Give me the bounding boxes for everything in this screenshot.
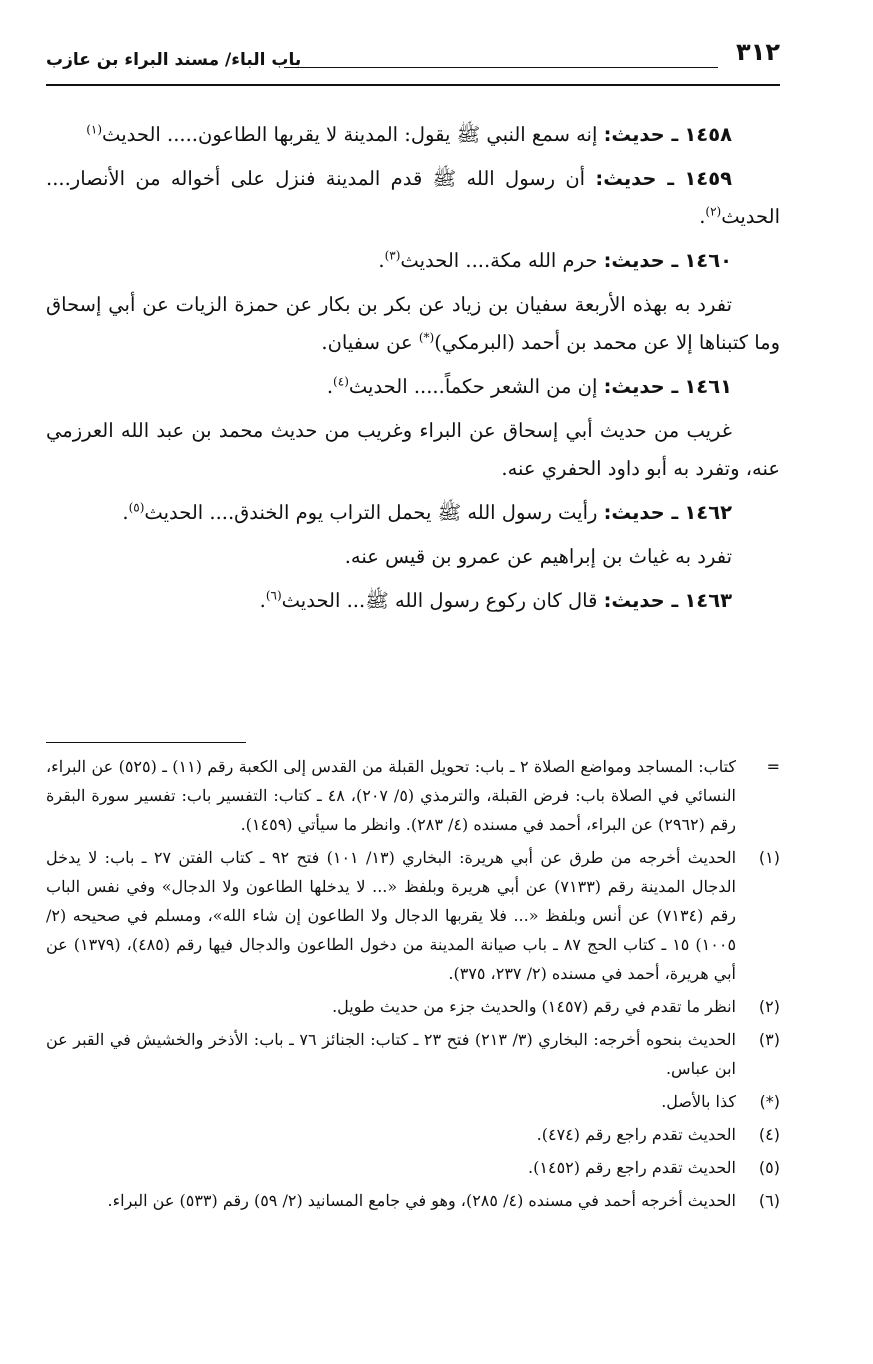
footnote-text: الحديث تقدم راجع رقم (١٤٥٢).	[528, 1158, 736, 1177]
hadith-dash: ـ	[664, 249, 679, 272]
book-page	[46, 36, 780, 1210]
hadith-1461	[46, 368, 780, 406]
footnote-continued	[46, 752, 780, 839]
footnote-ref[interactable]: (٥)	[128, 500, 145, 515]
hadith-label: حديث	[611, 375, 665, 398]
hadith-colon: :	[603, 249, 612, 272]
hadith-dash: ـ	[664, 501, 679, 524]
hadith-dash: ـ	[664, 123, 679, 146]
footnote-text: الحديث تقدم راجع رقم (٤٧٤).	[536, 1125, 736, 1144]
commentary-1462	[46, 538, 780, 576]
footnote-mark: (٦)	[758, 1191, 780, 1210]
hadith-text: قال كان ركوع رسول الله ﷺ... الحديث	[281, 589, 598, 612]
commentary-text-end: عن سفيان.	[321, 331, 419, 354]
hadith-label: حديث	[611, 589, 665, 612]
hadith-end: .	[326, 375, 334, 398]
hadith-text: رأيت رسول الله ﷺ يحمل التراب يوم الخندق.... الحديث	[144, 501, 598, 524]
hadith-colon: :	[603, 375, 612, 398]
hadith-end: .	[378, 249, 385, 272]
footnote-6	[46, 1186, 780, 1215]
footnote-ref[interactable]: (٢)	[705, 204, 722, 219]
hadith-number: ١٤٥٩	[684, 167, 732, 190]
header-dash	[284, 67, 718, 68]
footnote-ref[interactable]: (٤)	[333, 374, 349, 389]
footnote-text: انظر ما تقدم في رقم (١٤٥٧) والحديث جزء من حديث طويل.	[332, 997, 736, 1016]
hadith-colon: :	[595, 167, 604, 190]
footnote-ref[interactable]: (٣)	[384, 248, 401, 263]
footnote-mark: (*)	[759, 1092, 780, 1111]
hadith-number: ١٤٦١	[684, 375, 732, 398]
hadith-end: .	[122, 501, 129, 524]
footnotes	[46, 752, 780, 1219]
hadith-label: حديث	[603, 167, 657, 190]
commentary-text: تفرد به بهذه الأربعة سفيان بن زياد عن بكر بن بكار عن حمزة الزيات عن أبي إسحاق وما كتبناها إلا عن محمد بن أحمد (البرمكي)	[46, 293, 780, 354]
hadith-1463	[46, 582, 780, 620]
hadith-text: إنه سمع النبي ﷺ يقول: المدينة لا يقربها الطاعون..... الحديث	[102, 123, 598, 146]
footnote-text: الحديث أخرجه من طرق عن أبي هريرة: البخاري (١٣/ ١٠١) فتح ٩٢ ـ كتاب الفتن ٢٧ ـ باب: لا يدخل الدجال المدينة رقم (٧١٣٣) عن أبي هريرة وبلفظ «... لا يدخلها الطاعون ولا الدجال» وفي نفس الباب رقم (٧١٣٤) عن أنس وبلفظ «... فلا يقربها الدجال ولا الطاعون إن شاء الله»، ومسلم في صحيحه (٢/ ١٠٠٥) ١٥ ـ كتاب الحج ٨٧ ـ باب صيانة المدينة من دخول الطاعون والدجال فيها رقم (٤٨٥)، (١٣٧٩) عن أبي هريرة، أحمد في مسنده (٢/ ٢٣٧، ٣٧٥).	[46, 848, 737, 983]
hadith-end: .	[259, 589, 266, 612]
hadith-label: حديث	[611, 123, 665, 146]
hadith-1458	[46, 116, 780, 154]
hadith-colon: :	[603, 501, 612, 524]
footnote-text: كذا بالأصل.	[661, 1092, 736, 1111]
hadith-end: .	[699, 205, 706, 228]
footnote-mark: (٥)	[758, 1158, 780, 1177]
hadith-dash: ـ	[656, 167, 675, 190]
footnote-text: الحديث بنحوه أخرجه: البخاري (٣/ ٢١٣) فتح ٢٣ ـ كتاب: الجنائز ٧٦ ـ باب: الأذخر والخشيش في القبر عن ابن عباس.	[46, 1030, 737, 1078]
hadith-1460	[46, 242, 780, 280]
footnote-5	[46, 1153, 780, 1182]
hadith-number: ١٤٦٢	[684, 501, 732, 524]
hadith-text: أن رسول الله ﷺ قدم المدينة فنزل على أخواله من الأنصار.... الحديث	[46, 167, 780, 228]
commentary-1460	[46, 286, 780, 362]
page-number: ٣١٢	[736, 38, 780, 66]
hadith-number: ١٤٦٠	[684, 249, 732, 272]
footnote-ref[interactable]: (*)	[418, 330, 435, 345]
footnote-ref[interactable]: (٦)	[265, 588, 282, 603]
footnote-1	[46, 843, 780, 988]
footnote-mark: (٢)	[758, 997, 780, 1016]
hadith-1459	[46, 160, 780, 236]
footnote-3	[46, 1025, 780, 1083]
footnote-mark: (٣)	[758, 1030, 780, 1049]
main-text	[46, 116, 780, 626]
running-title: باب الباء/ مسند البراء بن عازب	[46, 50, 302, 70]
hadith-number: ١٤٦٣	[684, 589, 732, 612]
hadith-colon: :	[603, 589, 612, 612]
footnote-star	[46, 1087, 780, 1116]
header-rule	[46, 84, 780, 86]
hadith-1462	[46, 494, 780, 532]
hadith-dash: ـ	[664, 589, 679, 612]
hadith-dash: ـ	[664, 375, 679, 398]
footnote-4	[46, 1120, 780, 1149]
commentary-1461	[46, 412, 780, 488]
footnote-ref[interactable]: (١)	[86, 122, 103, 137]
footnote-mark: =	[766, 757, 780, 776]
hadith-number: ١٤٥٨	[684, 123, 732, 146]
footnote-mark: (١)	[758, 848, 780, 867]
hadith-text: حرم الله مكة.... الحديث	[400, 249, 598, 272]
commentary-text: غريب من حديث أبي إسحاق عن البراء وغريب من حديث محمد بن عبد الله العرزمي عنه، وتفرد به أبو داود الحفري عنه.	[46, 419, 780, 480]
hadith-label: حديث	[611, 501, 665, 524]
hadith-label: حديث	[611, 249, 665, 272]
footnote-separator	[46, 742, 246, 743]
commentary-text: تفرد به غياث بن إبراهيم عن عمرو بن قيس عنه.	[344, 545, 732, 568]
hadith-text: إن من الشعر حكماً..... الحديث	[348, 375, 598, 398]
footnote-mark: (٤)	[758, 1125, 780, 1144]
footnote-2	[46, 992, 780, 1021]
footnote-text: الحديث أخرجه أحمد في مسنده (٤/ ٢٨٥)، وهو في جامع المسانيد (٢/ ٥٩) رقم (٥٣٣) عن البراء.	[107, 1191, 736, 1210]
footnote-text: كتاب: المساجد ومواضع الصلاة ٢ ـ باب: تحويل القبلة من القدس إلى الكعبة رقم (١١) ـ (٥٢٥) عن البراء، النسائي في الصلاة باب: فرض القبلة، والترمذي (٥/ ٢٠٧)، ٤٨ ـ كتاب: التفسير باب: تفسير سورة البقرة رقم (٢٩٦٢) عن البراء، أحمد في مسنده (٤/ ٢٨٣). وانظر ما سيأتي (١٤٥٩).	[46, 757, 737, 834]
page-header	[46, 36, 780, 82]
hadith-colon: :	[603, 123, 612, 146]
